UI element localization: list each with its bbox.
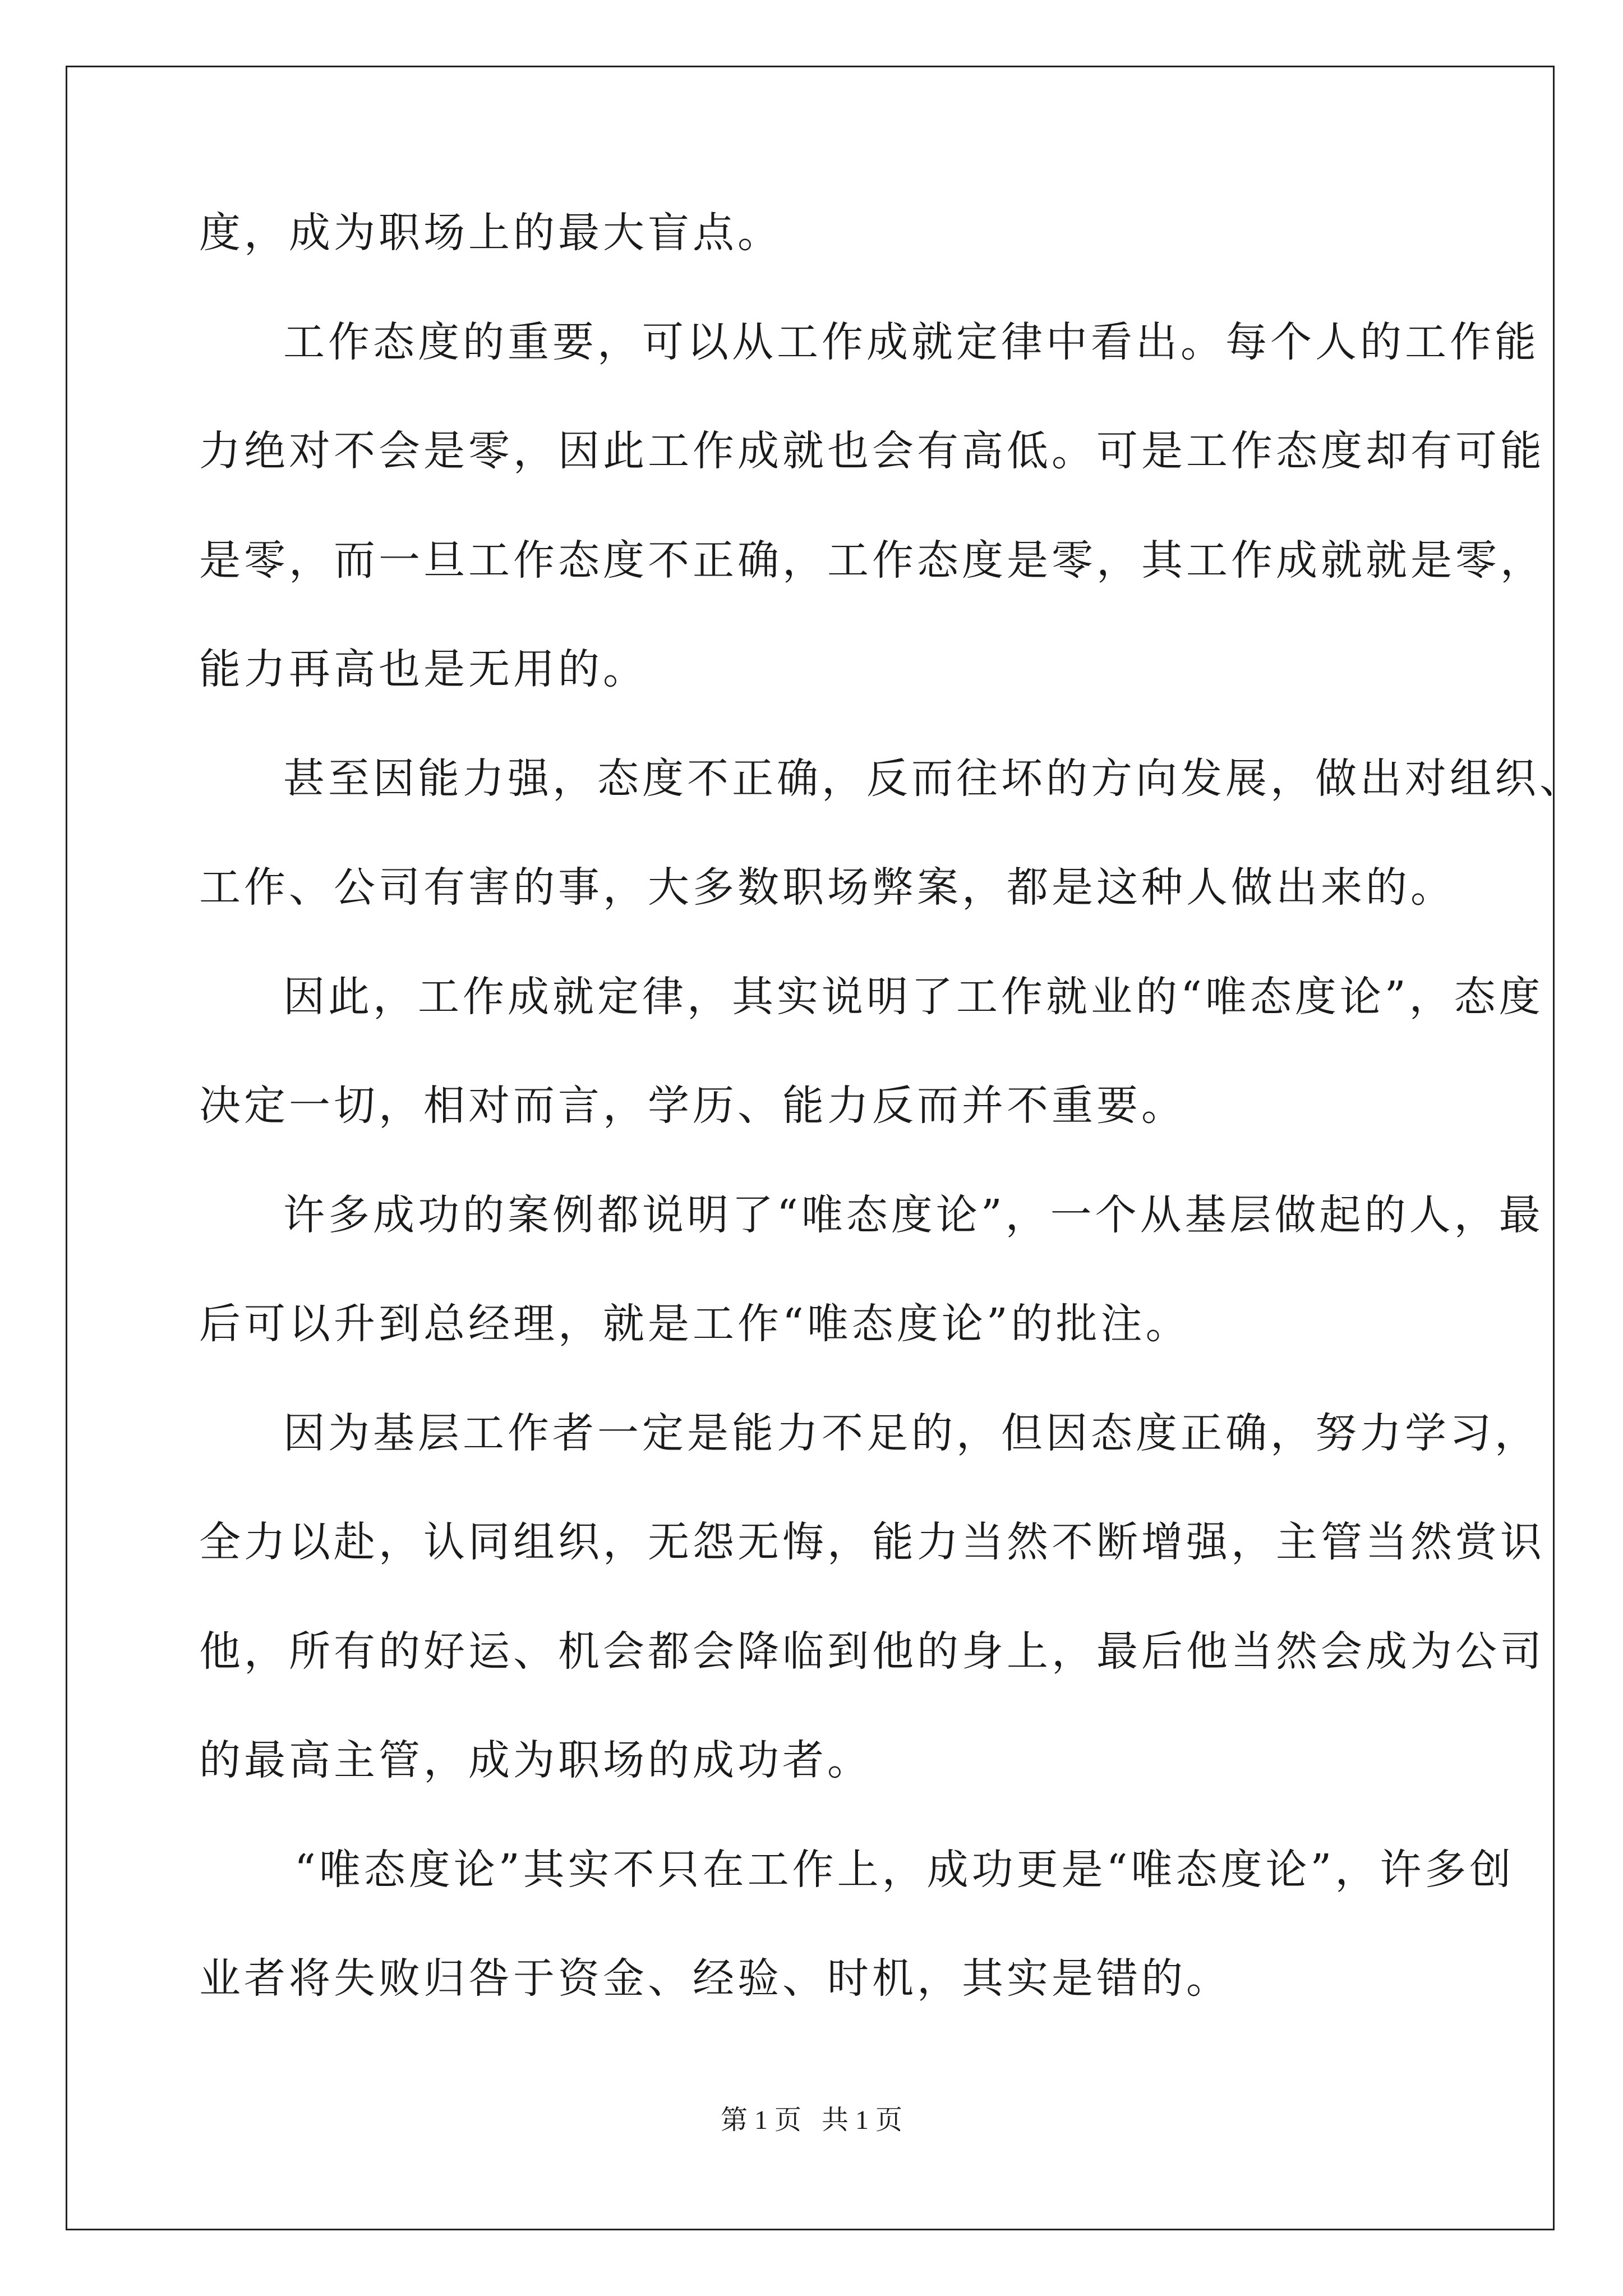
text-line: 全力以赴，认同组织，无怨无悔，能力当然不断增强，主管当然赏识: [199, 1518, 1545, 1566]
text-line: 的最高主管，成为职场的成功者。: [199, 1736, 872, 1784]
text-line: 业者将失败归咎于资金、经验、时机，其实是错的。: [199, 1954, 1231, 2003]
text-line: 后可以升到总经理，就是工作“唯态度论”的批注。: [199, 1300, 1191, 1348]
text-line: 力绝对不会是零，因此工作成就也会有高低。可是工作态度却有可能: [199, 427, 1545, 475]
text-line: 能力再高也是无用的。: [199, 645, 648, 693]
text-line: 他，所有的好运、机会都会降临到他的身上，最后他当然会成为公司: [199, 1627, 1545, 1676]
page-number-footer: 第 1 页 共 1 页: [720, 2105, 902, 2135]
paragraph-start-line: 因为基层工作者一定是能力不足的，但因态度正确，努力学习，: [283, 1409, 1539, 1457]
paragraph-start-line: 工作态度的重要，可以从工作成就定律中看出。每个人的工作能: [283, 318, 1539, 366]
paragraph-start-line: 许多成功的案例都说明了“唯态度论”，一个从基层做起的人，最: [283, 1191, 1544, 1239]
paragraph-start-line: 甚至因能力强，态度不正确，反而往坏的方向发展，做出对组织、: [283, 754, 1584, 803]
text-line: 工作、公司有害的事，大多数职场弊案，都是这种人做出来的。: [199, 863, 1455, 912]
paragraph-start-line: “唯态度论”其实不只在工作上，成功更是“唯态度论”，许多创: [294, 1846, 1515, 1894]
paragraph-start-line: 因此，工作成就定律，其实说明了工作就业的“唯态度论”，态度: [283, 973, 1544, 1021]
text-line: 度，成为职场上的最大盲点。: [199, 209, 782, 257]
text-line: 是零，而一旦工作态度不正确，工作态度是零，其工作成就就是零，: [199, 536, 1545, 585]
text-line: 决定一切，相对而言，学历、能力反而并不重要。: [199, 1082, 1186, 1130]
page-border: [66, 66, 1555, 2230]
